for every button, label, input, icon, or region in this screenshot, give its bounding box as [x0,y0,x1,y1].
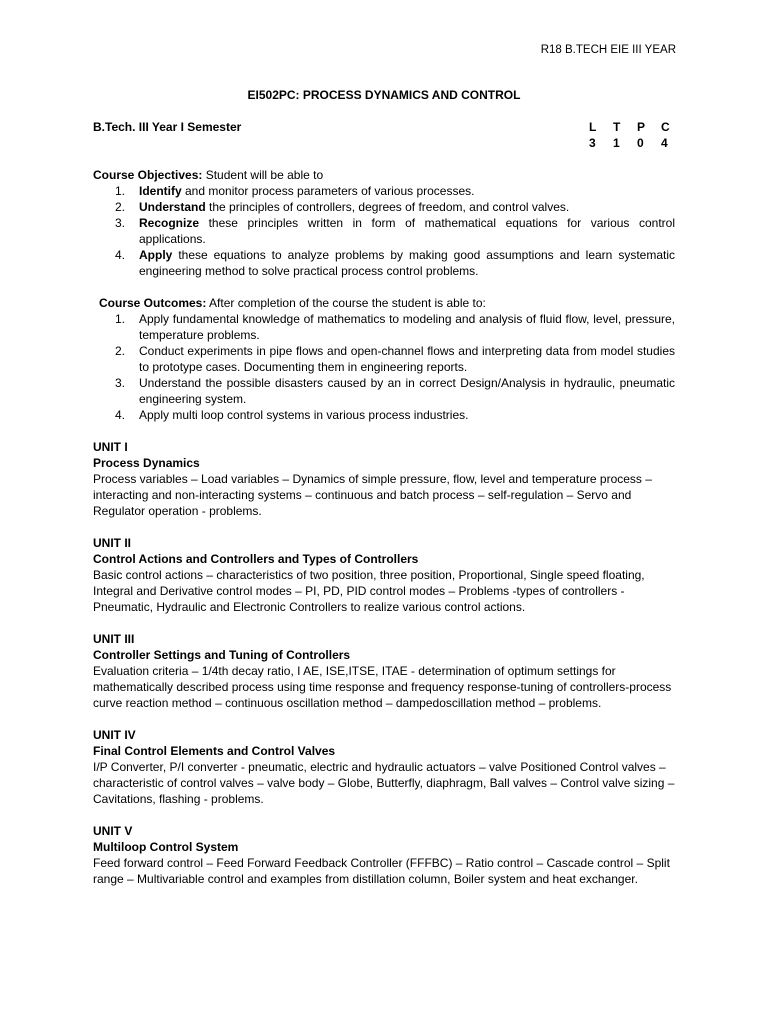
outcome-number: 3. [115,376,126,390]
ltpc-value-row [589,135,673,151]
outcome-text: Conduct experiments in pipe flows and open-channel flows and interpreting data from model studies to prototype cases. Documenting them in engineering reports. [139,344,675,374]
spacer [93,711,675,727]
objective-keyword: Understand [139,200,206,214]
ltpc-p-value: 0 [637,136,644,150]
semester-label: B.Tech. III Year I Semester [93,120,242,134]
course-title: EI502PC: PROCESS DYNAMICS AND CONTROL [247,88,521,102]
ltpc-c-header: C [661,120,670,134]
spacer [93,423,675,439]
unit-label: UNIT V [93,824,133,838]
objectives-list [93,183,675,279]
objective-number: 1. [115,184,126,198]
outcomes-heading-label: Course Outcomes: [99,296,207,310]
objective-number: 3. [115,216,126,230]
objective-item [93,199,675,215]
spacer [93,279,675,295]
objective-text: these principles written in form of mathematical equations for various control applications. [139,216,675,246]
outcome-item [93,343,675,375]
ltpc-t-value: 1 [613,136,620,150]
objective-keyword: Apply [139,248,173,262]
objective-item [93,215,675,247]
unit-label: UNIT II [93,536,131,550]
spacer [93,519,675,535]
objective-keyword: Identify [139,184,182,198]
outcomes-heading [93,295,675,311]
outcome-text: Apply multi loop control systems in various process industries. [139,408,469,422]
unit-title: Final Control Elements and Control Valves [93,744,336,758]
outcome-text: Understand the possible disasters caused by an in correct Design/Analysis in hydraulic, pneumatic engineering system. [139,376,675,406]
running-header: R18 B.TECH EIE III YEAR [540,44,676,56]
ltpc-c-value: 4 [661,136,668,150]
spacer [93,807,675,823]
ltpc-header-row [589,119,673,135]
unit-label: UNIT III [93,632,135,646]
ltpc-l-header: L [589,120,597,134]
objective-number: 4. [115,248,126,262]
unit-body: Process variables – Load variables – Dynamics of simple pressure, flow, level and temperature process – interacting and non-interacting systems – continuous and batch process – self-regulation – Servo and Regulator operation - problems. [93,472,652,518]
objective-item [93,247,675,279]
unit-section-2 [93,535,675,615]
unit-title: Multiloop Control System [93,840,239,854]
unit-section-4 [93,727,675,807]
outcome-item [93,311,675,343]
ltpc-t-header: T [613,120,621,134]
unit-section-5 [93,823,675,887]
objective-item [93,183,675,199]
outcome-text: Apply fundamental knowledge of mathematics to modeling and analysis of fluid flow, level, pressure, temperature problems. [139,312,675,342]
objective-text: the principles of controllers, degrees of freedom, and control valves. [205,200,570,214]
unit-body: Feed forward control – Feed Forward Feedback Controller (FFFBC) – Ratio control – Cascade control – Split range – Multivariable control and examples from distillation column, Boiler system and heat exchanger. [93,856,670,886]
objectives-intro: Student will be able to [202,168,324,182]
objective-keyword: Recognize [139,216,200,230]
unit-title: Process Dynamics [93,456,200,470]
outcome-number: 1. [115,312,126,326]
syllabus-content [93,167,675,887]
spacer [93,615,675,631]
unit-title: Control Actions and Controllers and Types of Controllers [93,552,419,566]
unit-body: Evaluation criteria – 1/4th decay ratio, I AE, ISE,ITSE, ITAE - determination of optimum settings for mathematically described process using time response and frequency response-tuning of controllers-process curve reaction method – continuous oscillation method – dampedoscillation method – problems. [93,664,672,710]
ltpc-p-header: P [637,120,646,134]
outcomes-list [93,311,675,423]
ltpc-l-value: 3 [589,136,596,150]
unit-body: I/P Converter, P/I converter - pneumatic, electric and hydraulic actuators – valve Positioned Control valves – characteristic of control valves – valve body – Globe, Butterfly, diaphragm, Ball valves – Control valve sizing – Cavitations, flashing - problems. [93,760,675,806]
objectives-heading-label: Course Objectives: [93,168,203,182]
unit-body: Basic control actions – characteristics of two position, three position, Proportional, Single speed floating, Integral and Derivative control modes – PI, PD, PID control modes – Problems -types of controllers -Pneumatic, Hydraulic and Electronic Controllers to realize various control actions. [93,568,645,614]
objectives-heading [93,167,675,183]
unit-label: UNIT IV [93,728,136,742]
outcome-item [93,375,675,407]
objective-text: and monitor process parameters of various processes. [181,184,475,198]
ltpc-table [589,119,673,151]
outcome-number: 4. [115,408,126,422]
unit-title: Controller Settings and Tuning of Controllers [93,648,351,662]
unit-label: UNIT I [93,440,128,454]
objective-number: 2. [115,200,126,214]
outcome-number: 2. [115,344,126,358]
outcomes-intro: After completion of the course the student is able to: [206,296,486,310]
unit-section-3 [93,631,675,711]
outcome-item [93,407,675,423]
unit-section-1 [93,439,675,519]
objective-text: these equations to analyze problems by making good assumptions and learn systematic engineering method to solve practical process control problems. [139,248,675,278]
